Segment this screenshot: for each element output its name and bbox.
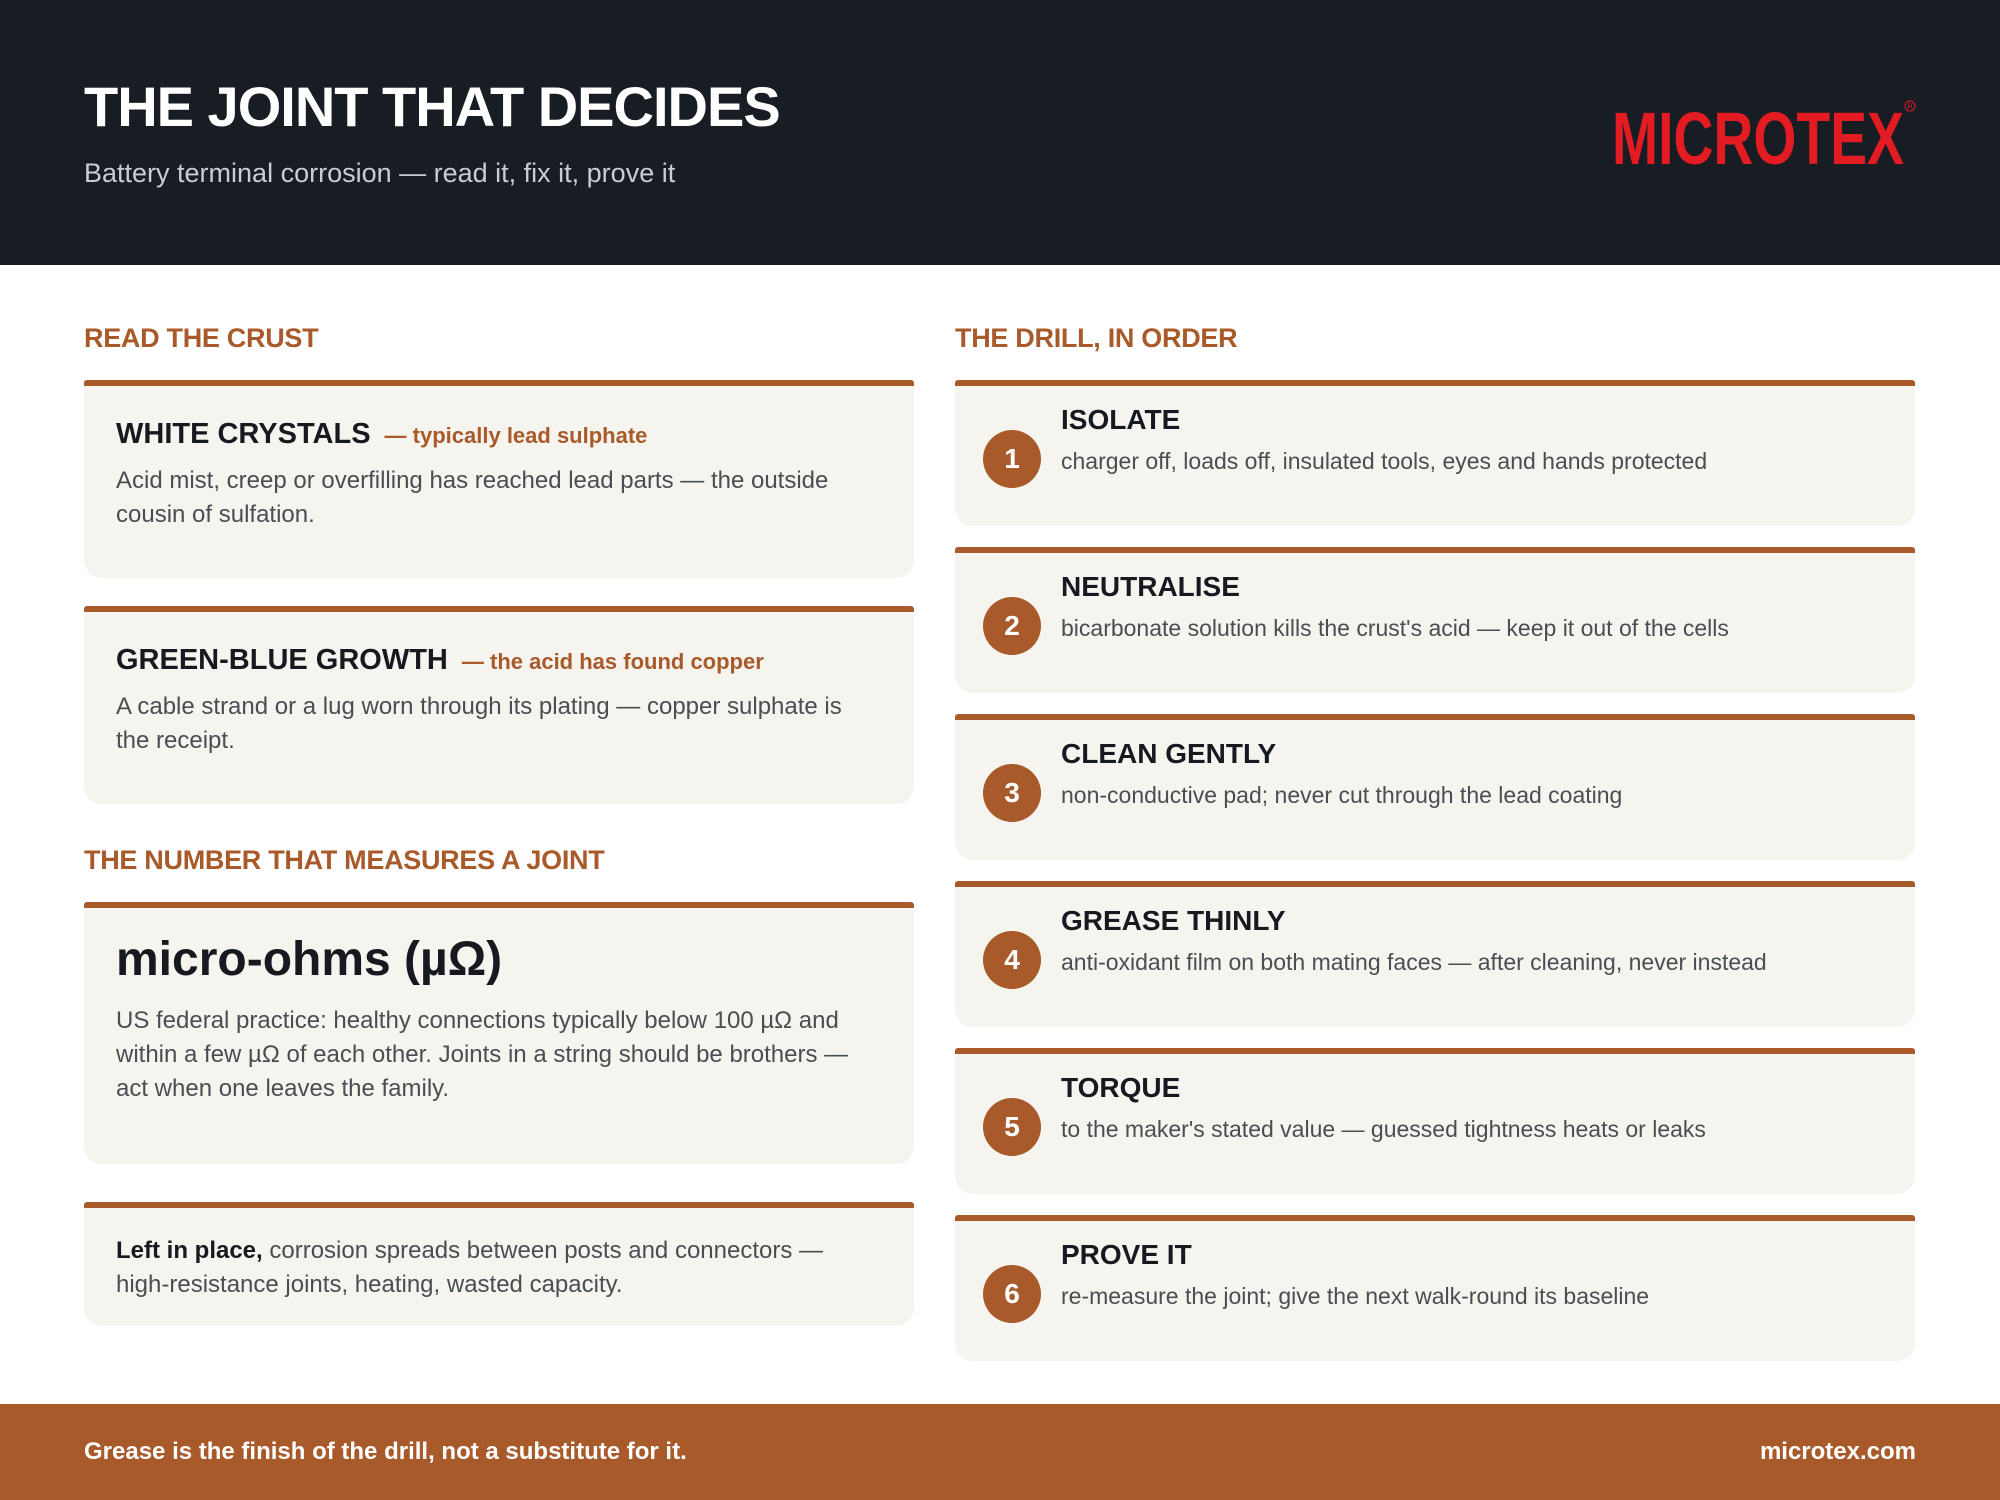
drill-step bbox=[955, 881, 1915, 1027]
drill-step bbox=[955, 1215, 1915, 1361]
footer-tagline: Grease is the finish of the drill, not a substitute for it. bbox=[84, 1438, 687, 1465]
crust-card-tag: — typically lead sulphate bbox=[384, 423, 648, 448]
step-number-badge: 1 bbox=[983, 430, 1041, 488]
step-number-badge: 5 bbox=[983, 1098, 1041, 1156]
logo-text: MICROTEX bbox=[1612, 100, 1904, 172]
measure-heading: THE NUMBER THAT MEASURES A JOINT bbox=[84, 845, 605, 875]
step-number-badge: 6 bbox=[983, 1265, 1041, 1323]
page-title: THE JOINT THAT DECIDES bbox=[84, 75, 780, 138]
drill-step bbox=[955, 547, 1915, 693]
step-number-badge: 4 bbox=[983, 931, 1041, 989]
step-number-badge: 2 bbox=[983, 597, 1041, 655]
crust-card-white-crystals bbox=[84, 380, 914, 578]
step-title: CLEAN GENTLY bbox=[1061, 738, 1277, 769]
step-description: anti-oxidant film on both mating faces — after cleaning, never instead bbox=[1061, 949, 1767, 975]
step-title: NEUTRALISE bbox=[1061, 571, 1240, 602]
warning-note-rest: corrosion spreads between posts and connectors — high-resistance joints, heating, wasted capacity. bbox=[116, 1237, 824, 1298]
page-subtitle: Battery terminal corrosion — read it, fix it, prove it bbox=[84, 158, 676, 188]
page-header bbox=[0, 0, 2000, 265]
step-title: TORQUE bbox=[1061, 1072, 1181, 1103]
measure-card-body: US federal practice: healthy connections typically below 100 µΩ and within a few µΩ of each other. Joints in a string should be brothers — act when one leaves the family. bbox=[116, 1007, 849, 1102]
drill-step bbox=[955, 714, 1915, 860]
warning-note-card bbox=[84, 1202, 914, 1326]
crust-card-title bbox=[116, 644, 764, 677]
step-description: re-measure the joint; give the next walk-round its baseline bbox=[1061, 1283, 1650, 1309]
step-title: PROVE IT bbox=[1061, 1239, 1192, 1270]
step-description: non-conductive pad; never cut through the lead coating bbox=[1061, 782, 1623, 808]
step-number-badge: 3 bbox=[983, 764, 1041, 822]
step-title: ISOLATE bbox=[1061, 404, 1181, 435]
crust-card-tag: — the acid has found copper bbox=[461, 649, 764, 674]
registered-mark-letter: R bbox=[1907, 103, 1913, 111]
measure-card bbox=[84, 902, 914, 1164]
crust-heading: READ THE CRUST bbox=[84, 323, 319, 353]
crust-card-body: Acid mist, creep or overfilling has reached lead parts — the outside cousin of sulfation. bbox=[116, 467, 829, 528]
drill-heading: THE DRILL, IN ORDER bbox=[955, 323, 1238, 353]
step-title: GREASE THINLY bbox=[1061, 905, 1286, 936]
drill-step bbox=[955, 1048, 1915, 1194]
crust-card-title-text: GREEN-BLUE GROWTH bbox=[116, 644, 448, 676]
step-description: charger off, loads off, insulated tools, eyes and hands protected bbox=[1061, 448, 1708, 474]
page-footer bbox=[0, 1404, 2000, 1500]
crust-card-body: A cable strand or a lug worn through its plating — copper sulphate is the receipt. bbox=[116, 693, 842, 754]
microtex-logo bbox=[1612, 100, 1918, 172]
step-description: bicarbonate solution kills the crust's acid — keep it out of the cells bbox=[1061, 615, 1729, 641]
footer-website: microtex.com bbox=[1759, 1438, 1916, 1465]
drill-step bbox=[955, 380, 1915, 526]
crust-card-title bbox=[116, 418, 647, 451]
crust-card-green-blue bbox=[84, 606, 914, 804]
step-description: to the maker's stated value — guessed tightness heats or leaks bbox=[1061, 1116, 1706, 1142]
crust-card-title-text: WHITE CRYSTALS bbox=[116, 418, 371, 450]
measure-unit-title: micro-ohms (µΩ) bbox=[116, 933, 503, 986]
warning-note-text bbox=[116, 1234, 878, 1302]
warning-note-lead: Left in place, bbox=[116, 1237, 263, 1264]
